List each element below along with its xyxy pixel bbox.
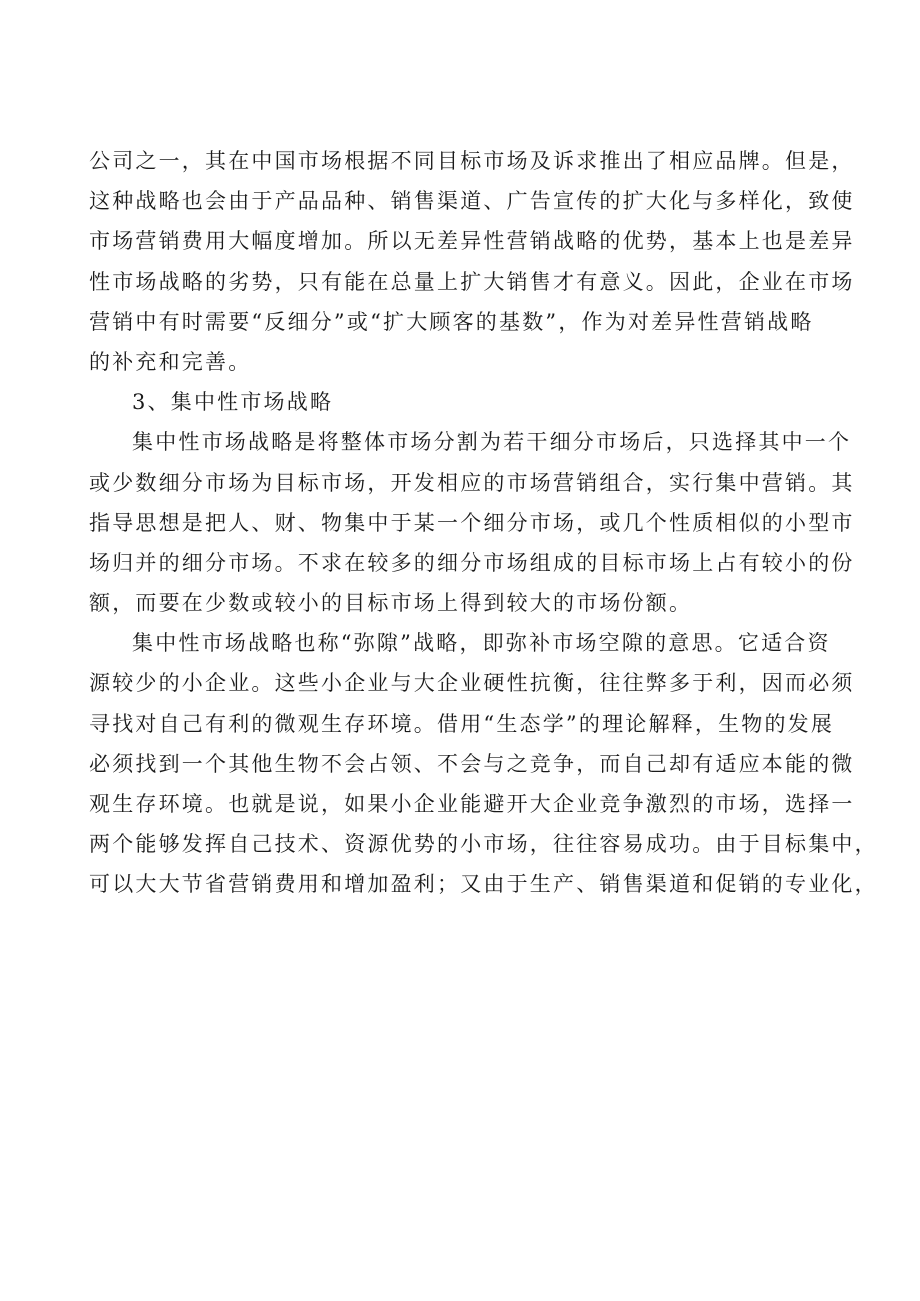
text-line: 性市场战略的劣势，只有能在总量上扩大销售才有意义。因此，企业在市场 — [89, 269, 855, 294]
section-heading: 3、集中性市场战略 — [132, 390, 334, 415]
text-line: 源较少的小企业。这些小企业与大企业硬性抗衡，往往弊多于利，因而必须 — [89, 671, 855, 696]
paragraph-first-line: 集中性市场战略也称“弥隙”战略，即弥补市场空隙的意思。它适合资 — [132, 631, 831, 656]
text-line: 可以大大节省营销费用和增加盈利；又由于生产、销售渠道和促销的专业化， — [89, 872, 878, 897]
text-line: 场归并的细分市场。不求在较多的细分市场组成的目标市场上占有较小的份 — [89, 550, 855, 575]
text-line: 市场营销费用大幅度增加。所以无差异性营销战略的优势，基本上也是差异 — [89, 229, 855, 254]
text-line: 额，而要在少数或较小的目标市场上得到较大的市场份额。 — [89, 591, 693, 616]
document-body — [89, 141, 878, 905]
text-line: 公司之一，其在中国市场根据不同目标市场及诉求推出了相应品牌。但是， — [89, 149, 855, 173]
text-line: 必须找到一个其他生物不会占领、不会与之竞争，而自己却有适应本能的微 — [89, 751, 855, 776]
text-line: 两个能够发挥自己技术、资源优势的小市场，往往容易成功。由于目标集中， — [89, 832, 878, 857]
text-line: 指导思想是把人、财、物集中于某一个细分市场，或几个性质相似的小型市 — [89, 510, 855, 535]
paragraph-first-line: 集中性市场战略是将整体市场分割为若干细分市场后，只选择其中一个 — [132, 430, 852, 455]
text-line: 或少数细分市场为目标市场，开发相应的市场营销组合，实行集中营销。其 — [89, 470, 855, 495]
text-line: 寻找对自己有利的微观生存环境。借用“生态学”的理论解释，生物的发展 — [89, 711, 835, 736]
text-line: 营销中有时需要“反细分”或“扩大顾客的基数”，作为对差异性营销战略 — [89, 309, 814, 334]
text-line: 的补充和完善。 — [89, 349, 252, 374]
text-line: 这种战略也会由于产品品种、销售渠道、广告宣传的扩大化与多样化，致使 — [89, 189, 855, 214]
text-line: 观生存环境。也就是说，如果小企业能避开大企业竞争激烈的市场，选择一 — [89, 792, 855, 816]
